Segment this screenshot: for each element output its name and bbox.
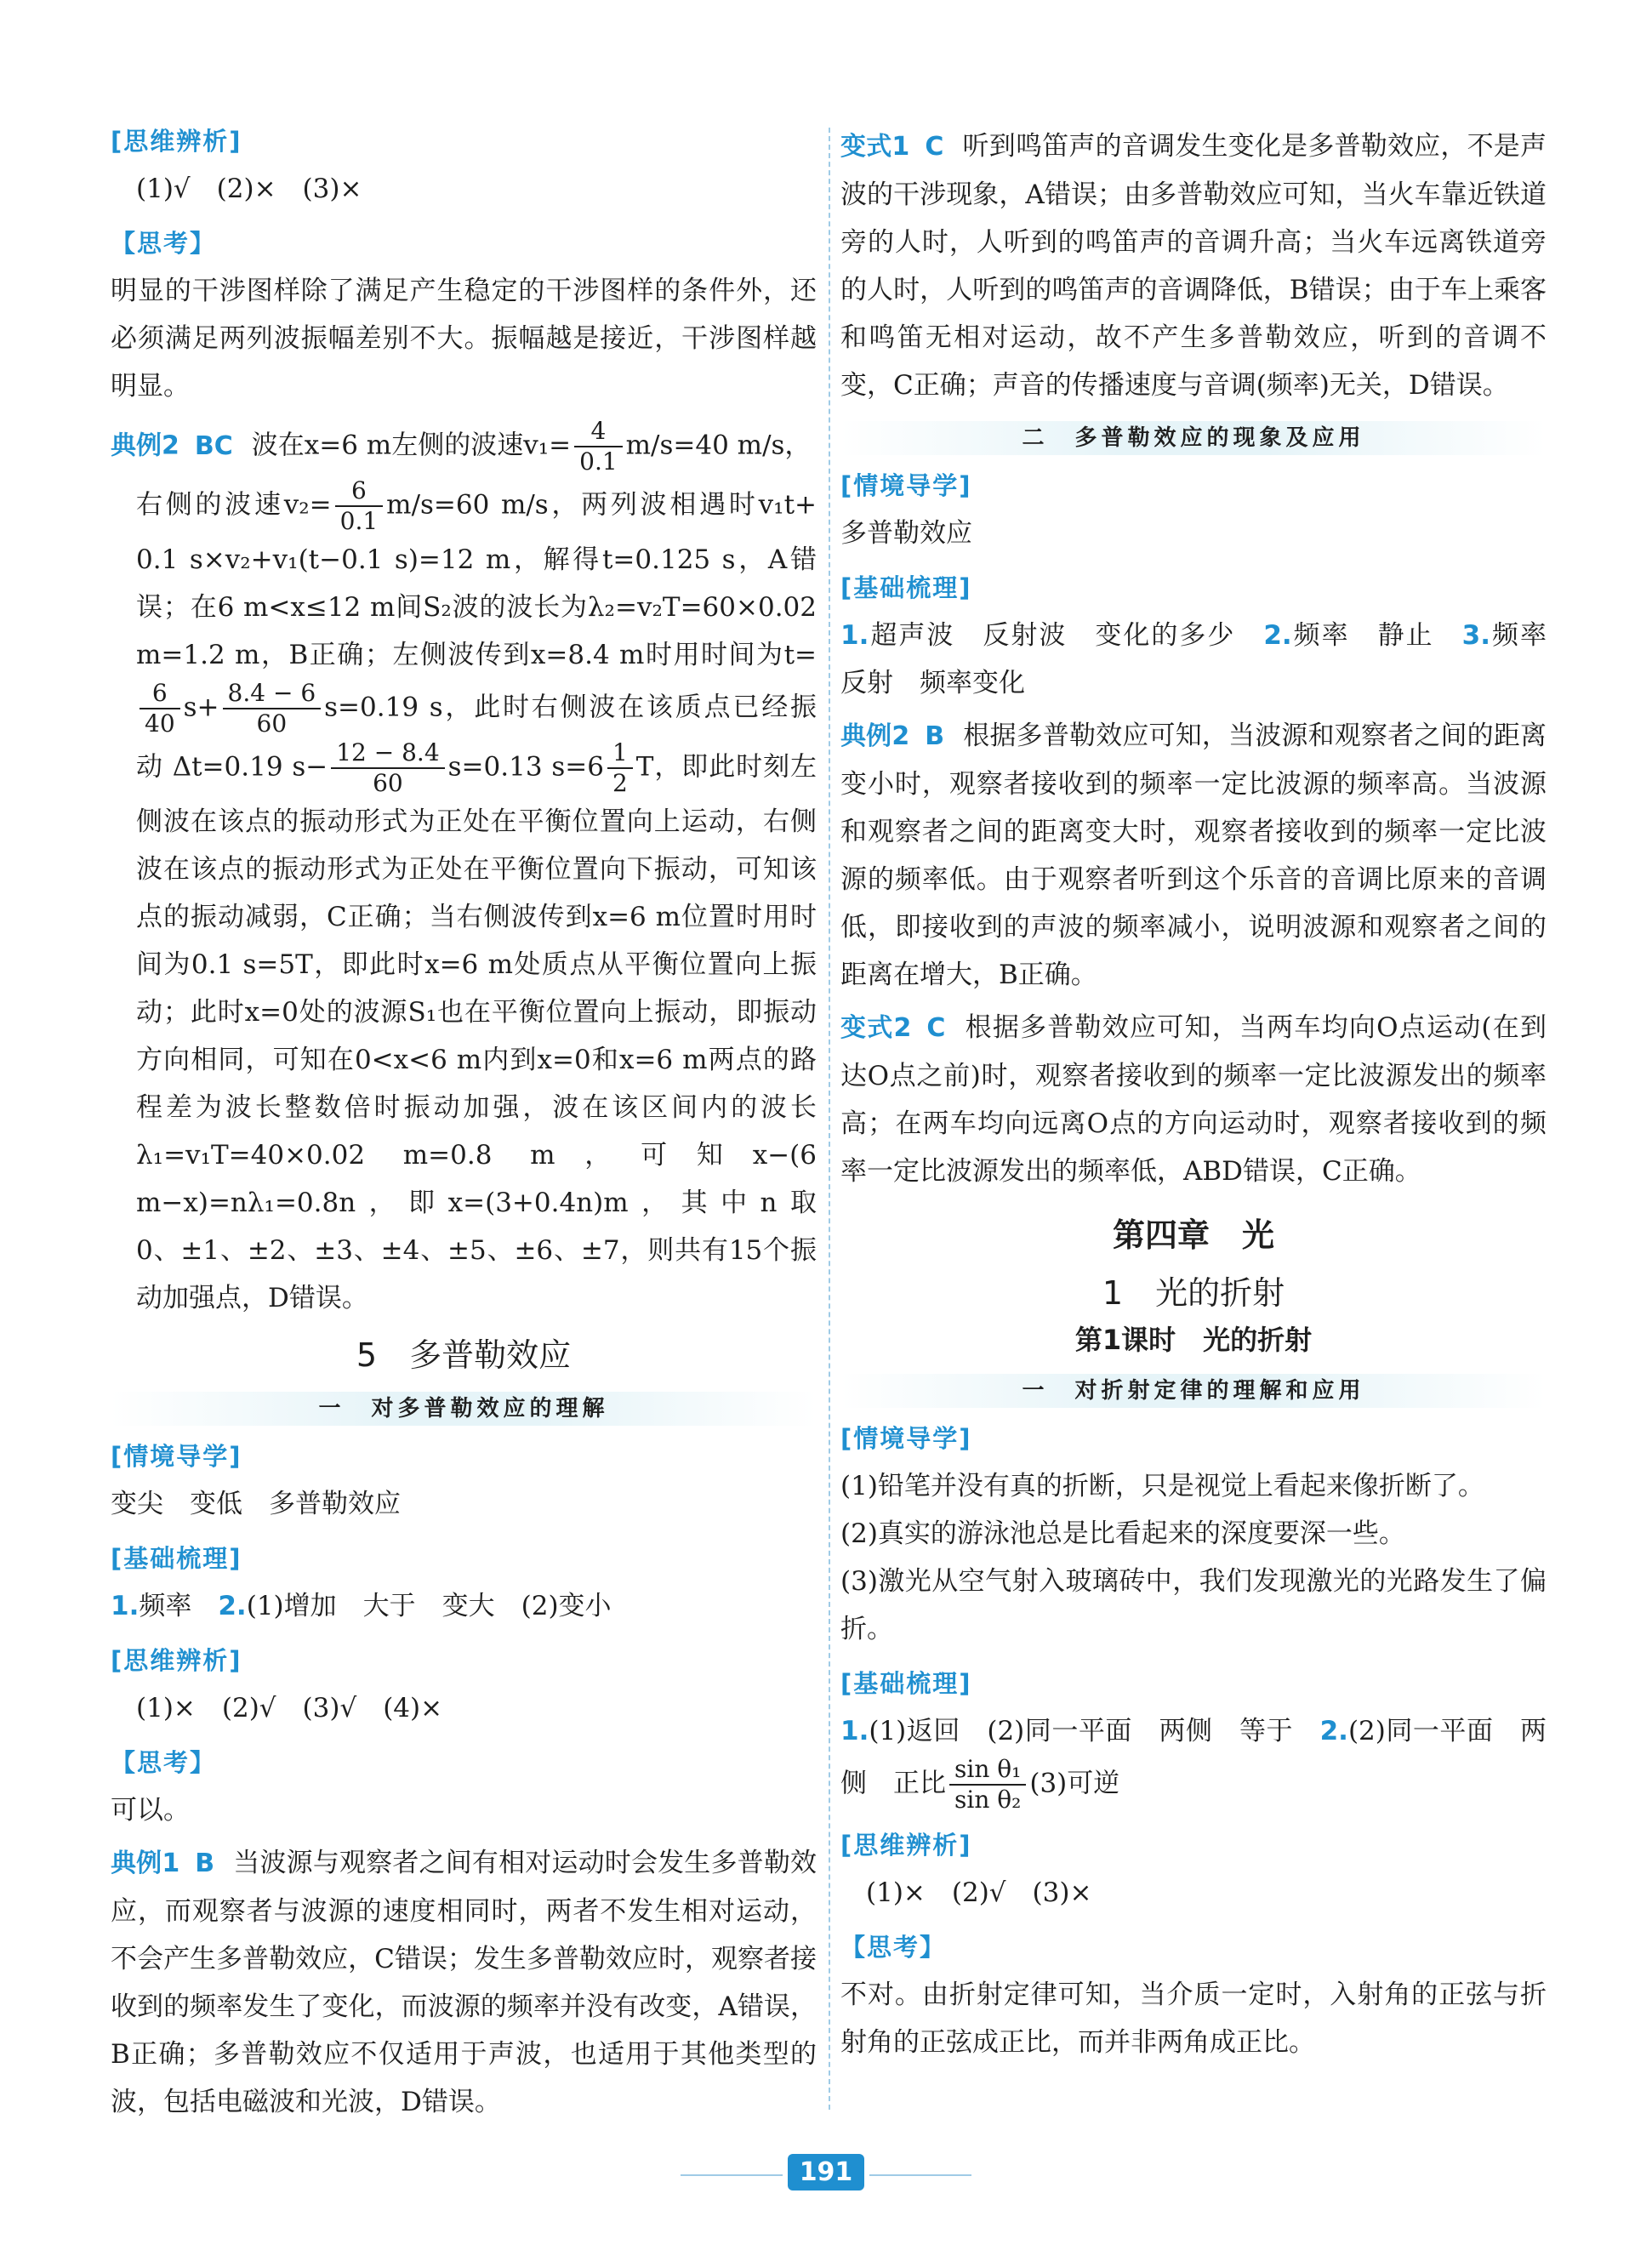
left-column	[111, 111, 817, 2126]
example-2-body	[111, 476, 817, 1322]
tag-think: 【思考】	[111, 229, 217, 258]
example-text: 根据多普勒效应可知，当波源和观察者之间的距离变小时，观察者接收到的频率一定比波源的频率高。当波源和观察者之间的距离变大时，观察者接收到的频率一定比波源的频率低。由于观察者听到这个乐音的音调比原来的音调低，即接收到的声波的频率减小，说明波源和观察者之间的距离在增大，B正确。	[840, 721, 1547, 990]
variant-option: C	[926, 1013, 946, 1043]
fraction-denominator: 40	[145, 709, 175, 738]
variant-label: 变式2	[840, 1013, 912, 1043]
example-text: s=0.13 s=6	[447, 751, 604, 783]
example-text: 右侧的波速v₂=	[136, 489, 332, 521]
fraction-numerator: 12 − 8.4	[331, 738, 444, 769]
item-text: 频率 静止	[1291, 620, 1462, 651]
tag-thinking-analysis: [思维辨析]	[840, 1831, 972, 1860]
example-text: 0.1 s×v₂+v₁(t−0.1 s)=12 m，解得t=0.125 s，A错误；在6 m<x≤12 m间S₂波的波长为λ₂=v₂T=60×0.02 m=1.2 m，B正确；左侧波传到x=8.4 m时用时间为t=	[136, 544, 817, 670]
variant-1	[840, 122, 1547, 409]
basics-text	[840, 1707, 1547, 1814]
example-label: 典例2	[111, 430, 179, 461]
example-option: B	[925, 721, 945, 751]
thinking-answers: (1)√ (2)× (3)×	[136, 174, 362, 204]
item-number: 1.	[840, 620, 869, 651]
item-text: (3)可逆	[1029, 1768, 1120, 1799]
fraction-numerator: 1	[607, 738, 633, 769]
tag-scenario: [情境导学]	[111, 1442, 242, 1471]
tag-basics: [基础梳理]	[111, 1544, 242, 1573]
fraction-numerator: sin θ₁	[949, 1755, 1026, 1786]
scenario-text: 变尖 变低 多普勒效应	[111, 1489, 401, 1519]
section-title: 1 光的折射	[1102, 1274, 1285, 1312]
item-number: 1.	[840, 1716, 869, 1746]
tag-scenario: [情境导学]	[840, 1424, 972, 1453]
subsection-heading: 一 对多普勒效应的理解	[111, 1392, 817, 1426]
section-title: 5 多普勒效应	[356, 1336, 572, 1374]
item-number: 1.	[111, 1591, 140, 1621]
fraction-numerator: 4	[574, 417, 623, 447]
fraction-numerator: 6	[335, 476, 384, 507]
example-text: 动 Δt=0.19 s−	[136, 751, 328, 783]
think-text: 可以。	[111, 1795, 190, 1826]
example-text: T，即此时刻左	[635, 751, 817, 783]
item-number: 3.	[1461, 620, 1491, 651]
variant-text: 根据多普勒效应可知，当两车均向O点运动(在到达O点之前)时，观察者接收到的频率一定比波源发出的频率高；在两车均向远离O点的方向运动时，观察者接收到的频率一定比波源发出的频率低，ABD错误，C正确。	[840, 1012, 1547, 1187]
fraction	[574, 417, 623, 476]
fraction-numerator: 8.4 − 6	[223, 679, 322, 709]
example-text: s+	[183, 692, 219, 723]
scenario-text: 多普勒效应	[840, 518, 972, 549]
item-text: 超声波 反射波 变化的多少	[869, 620, 1264, 651]
scenario-line: (3)激光从空气射入玻璃砖中，我们发现激光的光路发生了偏折。	[840, 1566, 1547, 1644]
subsection-heading: 一 对折射定律的理解和应用	[840, 1374, 1547, 1408]
chapter-title: 第四章 光	[1112, 1216, 1274, 1254]
fraction-numerator: 6	[140, 679, 180, 709]
example-option: B	[195, 1849, 215, 1878]
example-text: 波在x=6 m左侧的波速v₁=	[251, 430, 572, 461]
fraction-denominator: sin θ₂	[954, 1786, 1022, 1814]
page-number	[0, 2154, 1652, 2190]
tag-thinking-analysis: [思维辨析]	[111, 1646, 242, 1675]
example-label: 典例1	[111, 1849, 180, 1878]
example-label: 典例2	[840, 721, 910, 751]
column-divider	[829, 128, 832, 2110]
think-text: 不对。由折射定律可知，当介质一定时，入射角的正弦与折射角的正弦成正比，而并非两角成正比。	[840, 1980, 1547, 2058]
fraction	[140, 679, 180, 738]
example-text: m/s=40 m/s，	[625, 430, 812, 461]
fraction-denominator: 0.1	[579, 447, 618, 476]
fraction	[949, 1755, 1026, 1814]
item-number: 2.	[1263, 620, 1292, 651]
fraction	[223, 679, 322, 738]
fraction	[607, 738, 633, 798]
tag-scenario: [情境导学]	[840, 471, 972, 500]
example-2	[111, 417, 817, 476]
thinking-answers: (1)× (2)√ (3)×	[866, 1877, 1092, 1908]
fraction-denominator: 2	[612, 769, 628, 797]
item-number: 2.	[218, 1591, 247, 1621]
page-number-badge: 191	[788, 2154, 865, 2190]
right-column	[840, 111, 1574, 2066]
item-text: 频率 反射 频率变化	[840, 620, 1574, 698]
item-text: (2)同一平面 两侧 正比	[840, 1716, 1547, 1799]
variant-option: C	[925, 132, 944, 162]
basics-text	[840, 612, 1574, 707]
variant-label: 变式1	[840, 132, 910, 162]
tag-basics: [基础梳理]	[840, 1669, 972, 1698]
variant-2	[840, 1004, 1547, 1195]
lesson-title: 第1课时 光的折射	[1074, 1324, 1313, 1356]
item-number: 2.	[1319, 1716, 1348, 1746]
tag-think: 【思考】	[111, 1748, 217, 1777]
fraction-denominator: 60	[256, 709, 288, 738]
tag-basics: [基础梳理]	[840, 573, 972, 602]
variant-text: 听到鸣笛声的音调发生变化是多普勒效应，不是声波的干涉现象，A错误；由多普勒效应可知，当火车靠近铁道旁的人时，人听到的鸣笛声的音调升高；当火车远离铁道旁的人时，人听到的鸣笛声的音调降低，B错误；由于车上乘客和鸣笛无相对运动，故不产生多普勒效应，听到的音调不变，C正确；声音的传播速度与音调(频率)无关，D错误。	[840, 131, 1547, 401]
example-text: 当波源与观察者之间有相对运动时会发生多普勒效应，而观察者与波源的速度相同时，两者不发生相对运动，不会产生多普勒效应，C错误；发生多普勒效应时，观察者接收到的频率发生了变化，而波源的频率并没有改变，A错误，B正确；多普勒效应不仅适用于声波，也适用于其他类型的波，包括电磁波和光波，D错误。	[111, 1848, 817, 2117]
item-text: 频率	[139, 1591, 219, 1621]
fraction-denominator: 0.1	[339, 507, 379, 535]
tag-thinking-analysis: [思维辨析]	[111, 127, 242, 156]
tag-think: 【思考】	[840, 1933, 947, 1962]
basics-text	[111, 1582, 817, 1630]
example-text: 侧波在该点的振动形式为正处在平衡位置向上运动，右侧波在该点的振动形式为正处在平衡位置向下振动，可知该点的振动减弱，C正确；当右侧波传到x=6 m位置时用时间为0.1 s=5T，即此时x=6 m处质点从平衡位置向上振动；此时x=0处的波源S₁也在平衡位置向上振动，即振动方向相同，可知在0<x<6 m内到x=0和x=6 m两点的路程差为波长整数倍时振动加强，波在该区间内的波长λ₁=v₁T=40×0.02 m=0.8 m，可知x−(6 m−x)=nλ₁=0.8n，即x=(3+0.4n)m，其中n取0、±1、±2、±3、±4、±5、±6、±7，则共有15个振动加强点，D错误。	[136, 806, 817, 1313]
item-text: (1)返回 (2)同一平面 两侧 等于	[869, 1716, 1320, 1746]
fraction-denominator: 60	[373, 769, 403, 797]
example-text: m/s=60 m/s，两列波相遇时v₁t+	[386, 489, 817, 521]
scenario-line: (2)真实的游泳池总是比看起来的深度要深一些。	[840, 1518, 1405, 1549]
subsection-heading: 二 多普勒效应的现象及应用	[840, 421, 1547, 455]
example-2b	[840, 712, 1547, 999]
example-1	[111, 1839, 817, 2126]
scenario-line: (1)铅笔并没有真的折断，只是视觉上看起来像折断了。	[840, 1471, 1484, 1501]
item-text: (1)增加 大于 变大 (2)变小	[246, 1591, 612, 1621]
think-text: 明显的干涉图样除了满足产生稳定的干涉图样的条件外，还必须满足两列波振幅差别不大。振幅越是接近，干涉图样越明显。	[111, 276, 817, 402]
example-text: s=0.19 s，此时右侧波在该质点已经振	[324, 692, 817, 723]
example-option: BC	[194, 430, 233, 461]
thinking-answers: (1)× (2)√ (3)√ (4)×	[136, 1693, 443, 1723]
fraction	[335, 476, 384, 536]
fraction	[331, 738, 444, 798]
